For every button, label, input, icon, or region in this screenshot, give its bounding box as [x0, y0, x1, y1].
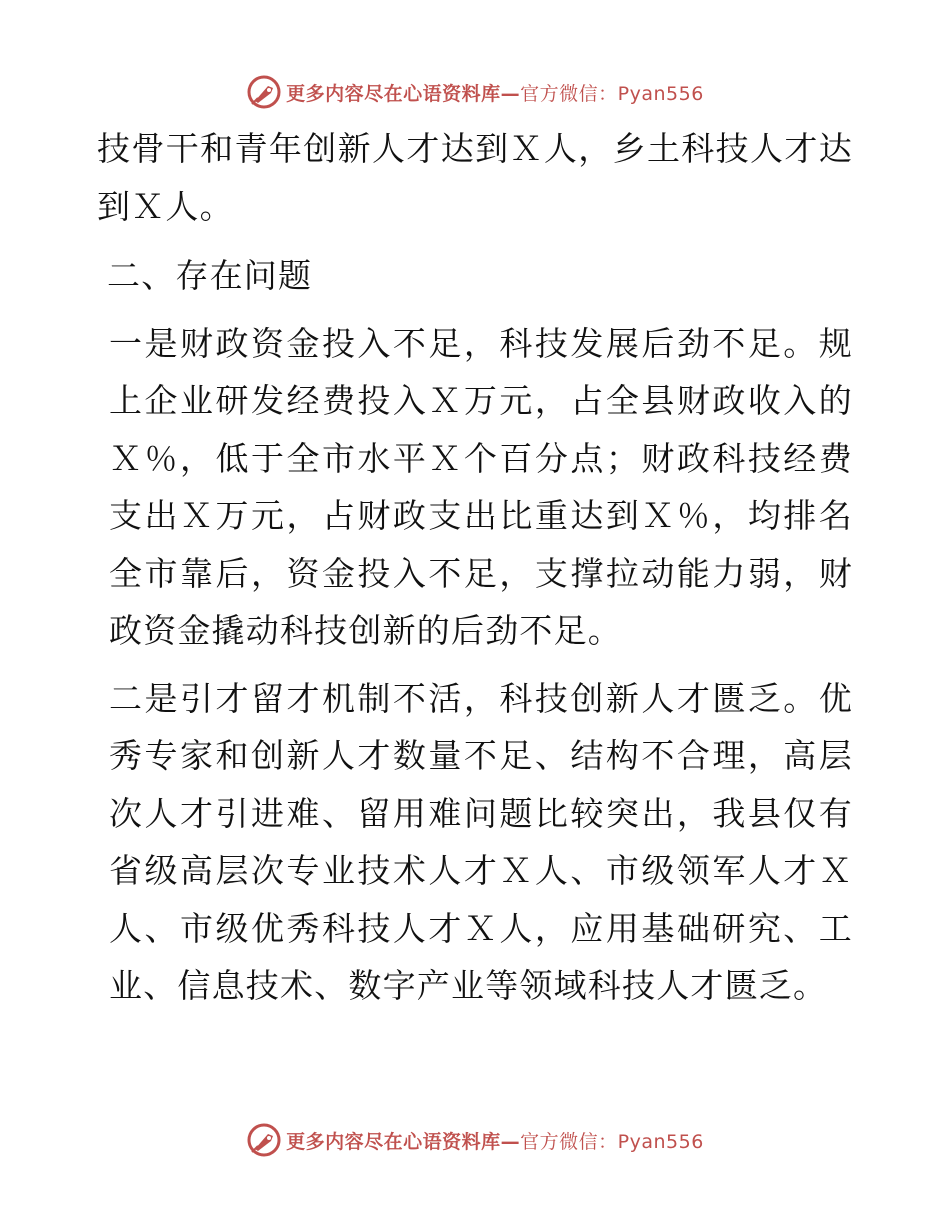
- paragraph-gap: [97, 660, 853, 670]
- paragraph-continuation: 技骨干和青年创新人才达到Ｘ人，乡土科技人才达到Ｘ人。: [97, 129, 853, 226]
- header-wechat-text: 官方微信：Pyan556: [520, 82, 704, 105]
- footer-watermark-text: [286, 1127, 704, 1154]
- footer-dash: —: [500, 1130, 521, 1153]
- header-watermark: [0, 72, 950, 112]
- footer-site-text: 更多内容尽在心语资料库: [286, 1130, 501, 1153]
- header-site-text: 更多内容尽在心语资料库: [286, 82, 501, 105]
- pen-nib-logo-icon: [246, 74, 282, 110]
- footer-watermark: [0, 1120, 950, 1160]
- document-body: [97, 120, 853, 1015]
- header-dash: —: [500, 82, 521, 105]
- pen-nib-logo-icon: [246, 1122, 282, 1158]
- header-watermark-text: [286, 79, 704, 106]
- paragraph-problem-2: 二是引才留才机制不活，科技创新人才匮乏。优秀专家和创新人才数量不足、结构不合理，高层次人才引进难、留用难问题比较突出，我县仅有省级高层次专业技术人才Ｘ人、市级领军人才Ｘ人、市级优秀科技人才Ｘ人，应用基础研究、工业、信息技术、数字产业等领域科技人才匮乏。: [109, 678, 853, 1005]
- paragraph-problem-1: 一是财政资金投入不足，科技发展后劲不足。规上企业研发经费投入Ｘ万元，占全县财政收入的Ｘ％，低于全市水平Ｘ个百分点；财政科技经费支出Ｘ万元，占财政支出比重达到Ｘ％，均排名全市靠后，资金投入不足，支撑拉动能力弱，财政资金撬动科技创新的后劲不足。: [109, 323, 853, 650]
- section-heading: 二、存在问题: [107, 256, 313, 295]
- footer-wechat-text: 官方微信：Pyan556: [520, 1130, 704, 1153]
